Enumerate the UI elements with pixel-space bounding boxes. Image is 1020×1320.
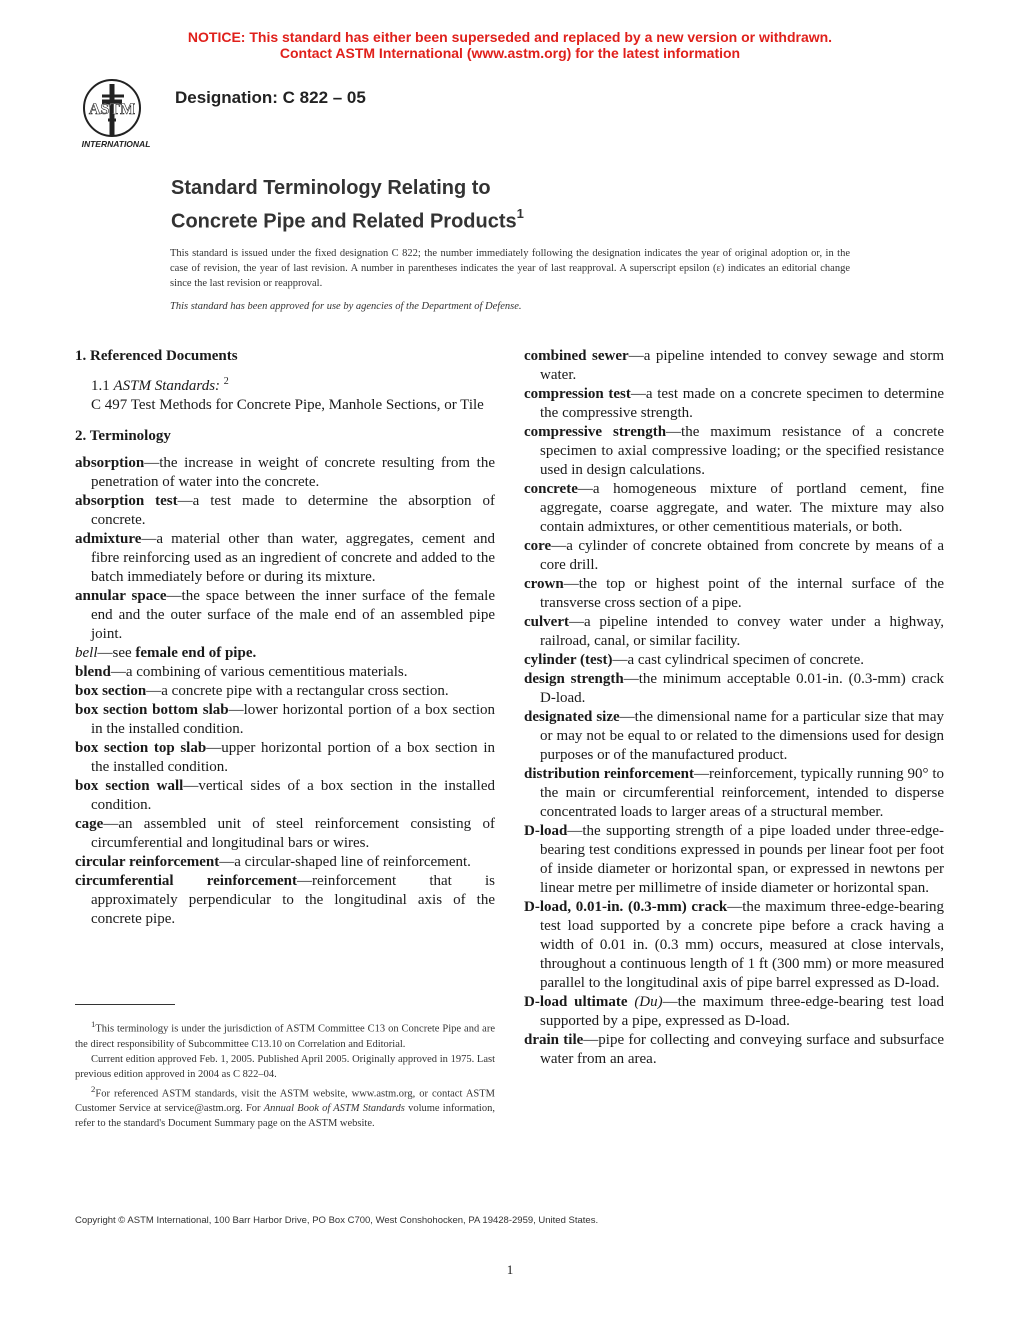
term-d-load: D-load: [524, 823, 568, 839]
definition-box-section-wall: —vertical sides of a box section in the installed condition.: [91, 778, 495, 813]
term-crown: crown: [524, 576, 564, 592]
term-circumferential-reinforcement: circumferential reinforcement: [75, 873, 298, 889]
footnote-1b: Current edition approved Feb. 1, 2005. Published April 2005. Originally approved in 1975. Last previous edition approved in 2004 as C 822–04.: [75, 1053, 495, 1080]
term-entry-box-section-wall: [75, 777, 495, 815]
notice-line-1: NOTICE: This standard has either been superseded and replaced by a new version or withdrawn.: [187, 29, 833, 45]
term-concrete: concrete: [524, 481, 578, 497]
definition-compressive-strength: —the maximum resistance of a concrete specimen to axial compressive loading; or the specified resistance used in design calculations.: [540, 424, 944, 478]
definition-concrete: —a homogeneous mixture of portland cement, fine aggregate, coarse aggregate, and water. The mixture may also contain admixtures, or other cementitious materials, or both.: [540, 481, 944, 535]
left-column: [75, 347, 495, 929]
term-d-load-0-01-in-0-3-mm-crack: D-load, 0.01-in. (0.3-mm) crack: [524, 899, 728, 915]
term-cage: cage: [75, 816, 104, 832]
term-entry-absorption: [75, 454, 495, 492]
definition-blend: —a combining of various cementitious materials.: [110, 664, 408, 680]
term-entry-compression-test: [524, 385, 944, 423]
term-circular-reinforcement: circular reinforcement: [75, 854, 220, 870]
term-combined-sewer: combined sewer: [524, 348, 629, 364]
term-entry-combined-sewer: [524, 347, 944, 385]
term-entry-box-section-bottom-slab: [75, 701, 495, 739]
notice-banner: [0, 29, 1020, 61]
page-number: 1: [506, 1262, 514, 1277]
definition-absorption-test: —a test made to determine the absorption of concrete.: [91, 493, 495, 528]
term-core: core: [524, 538, 552, 554]
footnotes: [75, 1017, 495, 1131]
notice-line-2: Contact ASTM International (www.astm.org) for the latest information: [279, 45, 741, 61]
logo-mark: ASTM: [88, 101, 136, 118]
sub-note: 2: [223, 376, 229, 387]
copyright: Copyright © ASTM International, 100 Barr Harbor Drive, PO Box C700, West Conshohocken, PA 19428-2959, United States.: [75, 1215, 599, 1226]
term-dload-ultimate: D-load ultimate: [524, 994, 628, 1010]
term-cylinder-test: cylinder (test): [524, 652, 613, 668]
footnote-2: [75, 1082, 495, 1132]
fn1-text: This terminology is under the jurisdiction of ASTM Committee C13 on Concrete Pipe and are the direct responsibility of Subcommittee C13.10 on Correlation and Editorial.: [75, 1023, 495, 1050]
definition-cage: —an assembled unit of steel reinforcement consisting of circumferential and longitudinal bars or wires.: [91, 816, 495, 851]
term-entry-design-strength: [524, 670, 944, 708]
issue-note: This standard is issued under the fixed designation C 822; the number immediately following the designation indicates the year of original adoption or, in the case of revision, the year of last revision. A number in parentheses indicates the year of last reapproval. A superscript epsilon (ε) indicates an editorial change since the last revision or reapproval.: [170, 248, 850, 289]
term-entry-cylinder-test: [524, 651, 944, 670]
title-footnote-mark: 1: [516, 206, 524, 221]
definition-absorption: —the increase in weight of concrete resulting from the penetration of water into the concrete.: [91, 455, 495, 490]
term-entry-crown: [524, 575, 944, 613]
term-entry-concrete: [524, 480, 944, 537]
term-entry-bell: [75, 644, 495, 663]
term-entry-compressive-strength: [524, 423, 944, 480]
definition-admixture: —a material other than water, aggregates, cement and fibre reinforcing used as an ingredient of concrete and added to the batch immediately before or during its mixture.: [91, 531, 495, 585]
term-drain-tile: drain tile: [524, 1032, 584, 1048]
definition-core: —a cylinder of concrete obtained from concrete by means of a core drill.: [540, 538, 944, 573]
sub-title: ASTM Standards:: [113, 378, 221, 394]
title-line-1: Standard Terminology Relating to: [171, 177, 491, 199]
term-admixture: admixture: [75, 531, 142, 547]
definition-circular-reinforcement: —a circular-shaped line of reinforcement.: [219, 854, 471, 870]
term-box-section: box section: [75, 683, 147, 699]
astm-logo: [72, 76, 164, 152]
term-culvert: culvert: [524, 614, 569, 630]
reference-c497: C 497 Test Methods for Concrete Pipe, Manhole Sections, or Tile: [91, 397, 484, 413]
term-entry-admixture: [75, 530, 495, 587]
definition-drain-tile: —pipe for collecting and conveying surface and subsurface water from an area.: [540, 1032, 945, 1067]
approved-note: This standard has been approved for use by agencies of the Department of Defense.: [170, 301, 522, 312]
footnote-1: [75, 1017, 495, 1052]
fn2-mark: 2: [91, 1083, 96, 1094]
designation: Designation: C 822 – 05: [175, 88, 366, 107]
standard-title: [171, 175, 871, 236]
definition-culvert: —a pipeline intended to convey water under a highway, railroad, canal, or similar facility.: [540, 614, 944, 649]
bell-target: female end of pipe.: [135, 645, 257, 661]
term-entry-annular-space: [75, 587, 495, 644]
term-box-section-top-slab: box section top slab: [75, 740, 207, 756]
term-bell: bell: [75, 645, 98, 661]
term-entry-dload-ultimate: [524, 993, 944, 1031]
definition-annular-space: —the space between the inner surface of the female end and the outer surface of the male end of an assembled pipe joint.: [91, 588, 495, 642]
term-entry-designated-size: [524, 708, 944, 765]
term-entry-d-load-0-01-in-0-3-mm-crack: [524, 898, 944, 993]
term-absorption: absorption: [75, 455, 145, 471]
term-designated-size: designated size: [524, 709, 620, 725]
term-compressive-strength: compressive strength: [524, 424, 667, 440]
dload-ultimate-def: —the maximum three-edge-bearing test load supported by a pipe, expressed as D-load.: [540, 994, 944, 1029]
definition-distribution-reinforcement: —reinforcement, typically running 90° to the main or circumferential reinforcement, intended to disperse concentrated loads to larger areas of a structural member.: [540, 766, 944, 820]
bell-see: —see: [97, 645, 136, 661]
term-box-section-wall: box section wall: [75, 778, 184, 794]
term-entry-circular-reinforcement: [75, 853, 495, 872]
term-annular-space: annular space: [75, 588, 167, 604]
term-entry-blend: [75, 663, 495, 682]
sub-label: 1.1: [91, 378, 110, 394]
definition-designated-size: —the dimensional name for a particular size that may or may not be equal to or related to the dimensions used for design purposes or of the manufactured product.: [540, 709, 944, 763]
term-blend: blend: [75, 664, 111, 680]
section-1-heading: 1. Referenced Documents: [75, 348, 238, 364]
logo-sub: INTERNATIONAL: [81, 139, 151, 149]
term-entry-box-section-top-slab: [75, 739, 495, 777]
term-entry-drain-tile: [524, 1031, 944, 1069]
term-entry-box-section: [75, 682, 495, 701]
section-1-1: [75, 372, 495, 396]
term-design-strength: design strength: [524, 671, 624, 687]
definition-crown: —the top or highest point of the internal surface of the transverse cross section of a pipe.: [540, 576, 944, 611]
term-box-section-bottom-slab: box section bottom slab: [75, 702, 229, 718]
definition-design-strength: —the minimum acceptable 0.01-in. (0.3-mm) crack D-load.: [540, 671, 944, 706]
fn2-text-b: volume information, refer to the standard's Document Summary page on the ASTM website.: [75, 1103, 495, 1129]
term-entry-core: [524, 537, 944, 575]
definition-d-load-0-01-in-0-3-mm-crack: —the maximum three-edge-bearing test load supported by a concrete pipe before a crack having a width of 0.01 in. (0.3 mm) occurs, measured at close intervals, throughout a continuous length of 1 ft (300 mm) or more measured parallel to the longitudinal axis of pipe barrel expressed as D-load.: [540, 899, 944, 991]
definition-box-section-top-slab: —upper horizontal portion of a box section in the installed condition.: [91, 740, 495, 775]
definition-combined-sewer: —a pipeline intended to convey sewage and storm water.: [540, 348, 944, 383]
section-2-heading: 2. Terminology: [75, 428, 171, 444]
definition-cylinder-test: —a cast cylindrical specimen of concrete.: [612, 652, 865, 668]
term-entry-cage: [75, 815, 495, 853]
term-entry-d-load: [524, 822, 944, 898]
term-entry-culvert: [524, 613, 944, 651]
term-entry-distribution-reinforcement: [524, 765, 944, 822]
definition-box-section: —a concrete pipe with a rectangular cross section.: [146, 683, 449, 699]
footnote-rule: [75, 1004, 175, 1005]
fn1-mark: 1: [91, 1019, 96, 1029]
term-compression-test: compression test: [524, 386, 631, 402]
term-absorption-test: absorption test: [75, 493, 178, 509]
definition-compression-test: —a test made on a concrete specimen to determine the compressive strength.: [540, 386, 944, 421]
term-entry-absorption-test: [75, 492, 495, 530]
fn2-italic: Annual Book of ASTM Standards: [263, 1103, 405, 1114]
term-entry-circumferential-reinforcement: [75, 872, 495, 929]
definition-box-section-bottom-slab: —lower horizontal portion of a box section in the installed condition.: [91, 702, 495, 737]
fn2-text-a: For referenced ASTM standards, visit the ASTM website, www.astm.org, or contact ASTM Customer Service at service@astm.org. For: [75, 1088, 495, 1114]
definition-d-load: —the supporting strength of a pipe loaded under three-edge-bearing test conditions expressed in pounds per linear foot per foot of inside diameter or horizontal span, or expressed in newtons per linear metre per millimetre of inside diameter or horizontal span.: [540, 823, 944, 896]
dload-ultimate-abbr: (Du): [634, 994, 663, 1010]
right-column: [524, 347, 944, 1069]
definition-circumferential-reinforcement: —reinforcement that is approximately perpendicular to the longitudinal axis of the concrete pipe.: [91, 873, 495, 927]
term-distribution-reinforcement: distribution reinforcement: [524, 766, 694, 782]
title-line-2: Concrete Pipe and Related Products: [171, 210, 517, 233]
